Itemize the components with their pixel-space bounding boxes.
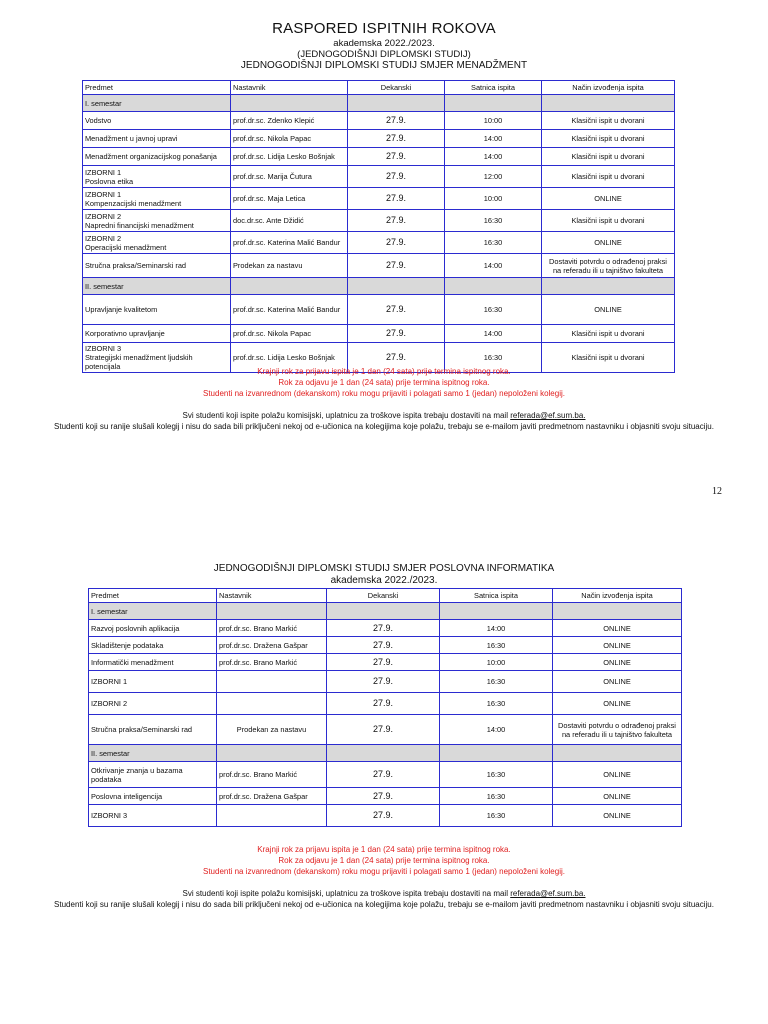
exam-time: 16:30 <box>440 788 553 805</box>
subject-elective-name: Kompenzacijski menadžment <box>85 198 182 208</box>
exam-time: 14:00 <box>440 715 553 745</box>
exam-mode: Klasični ispit u dvorani <box>542 166 675 188</box>
subject-cell <box>89 805 217 827</box>
exam-mode: ONLINE <box>553 693 682 715</box>
exam-mode: Klasični ispit u dvorani <box>542 343 675 373</box>
semester-label: I. semestar <box>83 95 231 112</box>
column-header-predmet: Predmet <box>89 589 217 603</box>
semester-label: II. semestar <box>83 278 231 295</box>
exam-time: 10:00 <box>445 188 542 210</box>
subject-name: Korporativno upravljanje <box>85 329 165 338</box>
subject-cell <box>89 788 217 805</box>
semester-empty-cell <box>542 95 675 112</box>
teacher-cell: prof.dr.sc. Lidija Lesko Bošnjak <box>231 343 348 373</box>
subject-name: IZBORNI 3 <box>91 811 128 820</box>
dean-term-date: 27.9. <box>327 671 440 693</box>
note-extraordinary-term: Studenti na izvanrednom (dekanskom) roku mogu prijaviti i polagati samo 1 (jedan) nepoloženi kolegij. <box>203 389 565 398</box>
table-row <box>83 295 675 325</box>
exam-mode: Klasični ispit u dvorani <box>542 148 675 166</box>
subject-cell <box>83 112 231 130</box>
table-row <box>83 232 675 254</box>
subject-cell <box>89 620 217 637</box>
column-header-dekanski: Dekanski <box>348 81 445 95</box>
exam-time: 14:00 <box>440 620 553 637</box>
teacher-cell <box>217 805 327 827</box>
exam-time: 16:30 <box>440 805 553 827</box>
semester-row <box>83 278 675 295</box>
subject-name: IZBORNI 1 <box>91 677 128 686</box>
notes-section-1 <box>0 366 768 432</box>
exam-mode: Klasični ispit u dvorani <box>542 210 675 232</box>
subject-name: Otkrivanje znanja u bazama podataka <box>91 765 183 784</box>
subject-name: Stručna praksa/Seminarski rad <box>91 725 193 734</box>
teacher-cell: prof.dr.sc. Dražena Gašpar <box>217 788 327 805</box>
dean-term-date: 27.9. <box>327 762 440 788</box>
exam-mode: Klasični ispit u dvorani <box>542 130 675 148</box>
exam-time: 14:00 <box>445 325 542 343</box>
semester-empty-cell <box>348 278 445 295</box>
section2-year: akademska 2022./2023. <box>330 575 438 586</box>
exam-time: 16:30 <box>440 637 553 654</box>
table-row <box>83 188 675 210</box>
dean-term-date: 27.9. <box>327 620 440 637</box>
exam-time: 16:30 <box>440 693 553 715</box>
teacher-cell: Prodekan za nastavu <box>231 254 348 278</box>
subject-elective-name: Poslovna etika <box>85 176 134 186</box>
table-row <box>89 620 682 637</box>
table-row <box>83 210 675 232</box>
exam-mode: Dostaviti potvrdu o odrađenoj praksi na referadu ili u tajništvo fakulteta <box>553 715 682 745</box>
exam-mode: ONLINE <box>542 188 675 210</box>
teacher-cell: prof.dr.sc. Brano Markić <box>217 620 327 637</box>
academic-year: akademska 2022./2023. <box>333 38 435 49</box>
dean-term-date: 27.9. <box>327 654 440 671</box>
dean-term-date: 27.9. <box>348 148 445 166</box>
note-commission-exam <box>0 888 768 899</box>
section1-heading: JEDNOGODIŠNJI DIPLOMSKI STUDIJ SMJER MENADŽMENT <box>240 60 528 71</box>
column-header-satnica: Satnica ispita <box>445 81 542 95</box>
subject-cell <box>89 671 217 693</box>
document-header <box>0 20 768 72</box>
dean-term-date: 27.9. <box>348 325 445 343</box>
dean-term-date: 27.9. <box>327 788 440 805</box>
semester-row <box>89 603 682 620</box>
exam-mode: ONLINE <box>553 671 682 693</box>
subject-name: IZBORNI 2 <box>91 699 128 708</box>
table-row <box>89 671 682 693</box>
table-row <box>89 693 682 715</box>
teacher-cell: prof.dr.sc. Zdenko Klepić <box>231 112 348 130</box>
semester-empty-cell <box>231 278 348 295</box>
exam-mode: ONLINE <box>553 637 682 654</box>
table-row <box>89 637 682 654</box>
exam-time: 16:30 <box>440 762 553 788</box>
notes-section-2 <box>0 844 768 910</box>
exam-time: 16:30 <box>440 671 553 693</box>
subject-name: Razvoj poslovnih aplikacija <box>91 623 180 633</box>
document-title: RASPORED ISPITNIH ROKOVA <box>272 20 496 37</box>
subject-name: Skladištenje podataka <box>91 640 164 650</box>
teacher-cell <box>217 671 327 693</box>
subject-cell <box>83 188 231 210</box>
teacher-cell: prof.dr.sc. Maja Letica <box>231 188 348 210</box>
semester-empty-cell <box>327 745 440 762</box>
subject-cell <box>83 148 231 166</box>
table-row <box>89 654 682 671</box>
dean-term-date: 27.9. <box>327 637 440 654</box>
note-deregistration-deadline: Rok za odjavu je 1 dan (24 sata) prije termina ispitnog roka. <box>278 378 490 387</box>
subject-name: Poslovna inteligencija <box>91 791 163 801</box>
semester-empty-cell <box>542 278 675 295</box>
exam-time: 16:30 <box>445 295 542 325</box>
exam-time: 16:30 <box>445 210 542 232</box>
schedule-table-informatika <box>88 588 682 827</box>
exam-mode: ONLINE <box>553 805 682 827</box>
teacher-cell <box>217 693 327 715</box>
semester-label: II. semestar <box>89 745 217 762</box>
column-header-satnica: Satnica ispita <box>440 589 553 603</box>
note-deregistration-deadline: Rok za odjavu je 1 dan (24 sata) prije termina ispitnog roka. <box>278 856 490 865</box>
dean-term-date: 27.9. <box>348 295 445 325</box>
exam-mode: Dostaviti potvrdu o odrađenoj praksi na referadu ili u tajništvo fakulteta <box>542 254 675 278</box>
subject-cell <box>83 295 231 325</box>
schedule-table-menadzment <box>82 80 675 373</box>
column-header-predmet: Predmet <box>83 81 231 95</box>
exam-time: 10:00 <box>445 112 542 130</box>
semester-empty-cell <box>327 603 440 620</box>
subject-name: Upravljanje kvalitetom <box>85 305 158 314</box>
teacher-cell: prof.dr.sc. Dražena Gašpar <box>217 637 327 654</box>
section2-header <box>0 563 768 587</box>
dean-term-date: 27.9. <box>348 166 445 188</box>
note-registration-deadline: Krajnji rok za prijavu ispita je 1 dan (24 sata) prije termina ispitnog roka. <box>257 845 511 854</box>
semester-empty-cell <box>231 95 348 112</box>
exam-mode: ONLINE <box>542 232 675 254</box>
exam-time: 14:00 <box>445 148 542 166</box>
exam-mode: Klasični ispit u dvorani <box>542 325 675 343</box>
dean-term-date: 27.9. <box>327 715 440 745</box>
subject-cell <box>89 637 217 654</box>
exam-time: 12:00 <box>445 166 542 188</box>
table-row <box>89 762 682 788</box>
semester-row <box>89 745 682 762</box>
semester-empty-cell <box>348 95 445 112</box>
note-commission-exam <box>0 410 768 421</box>
subject-name: IZBORNI 1 <box>85 167 122 177</box>
subject-name: Informatički menadžment <box>91 657 174 667</box>
table-row <box>83 130 675 148</box>
exam-mode: Klasični ispit u dvorani <box>542 112 675 130</box>
table-row <box>89 715 682 745</box>
note-commission-text: Svi studenti koji ispite polažu komisijski, uplatnicu za troškove ispita trebaju dostaviti na mail <box>182 411 508 420</box>
section2-heading: JEDNOGODIŠNJI DIPLOMSKI STUDIJ SMJER POSLOVNA INFORMATIKA <box>213 563 555 574</box>
teacher-cell: Prodekan za nastavu <box>217 715 327 745</box>
dean-term-date: 27.9. <box>348 130 445 148</box>
table-row <box>89 805 682 827</box>
table-header-row <box>83 81 675 95</box>
exam-mode: ONLINE <box>553 620 682 637</box>
subject-elective-name: Operacijski menadžment <box>85 242 167 252</box>
semester-empty-cell <box>445 278 542 295</box>
dean-term-date: 27.9. <box>348 210 445 232</box>
note-commission-text: Svi studenti koji ispite polažu komisijski, uplatnicu za troškove ispita trebaju dostaviti na mail <box>182 889 508 898</box>
table-row <box>89 788 682 805</box>
exam-time: 10:00 <box>440 654 553 671</box>
exam-time: 16:30 <box>445 232 542 254</box>
subject-cell <box>83 232 231 254</box>
dean-term-date: 27.9. <box>348 343 445 373</box>
exam-mode: ONLINE <box>542 295 675 325</box>
exam-mode: ONLINE <box>553 654 682 671</box>
exam-time: 14:00 <box>445 130 542 148</box>
page-number: 12 <box>712 486 722 497</box>
semester-empty-cell <box>553 745 682 762</box>
semester-empty-cell <box>553 603 682 620</box>
teacher-cell: prof.dr.sc. Nikola Papac <box>231 325 348 343</box>
subject-name: IZBORNI 3 <box>85 344 122 353</box>
subject-name: IZBORNI 1 <box>85 189 122 199</box>
note-e-classroom: Studenti koji su ranije slušali kolegij i nisu do sada bili priključeni nekoj od e-učionica na kolegijima koje polažu, trebaju se e-mailom javiti predmetnom nastavniku i objasniti svoju situaciju. <box>54 900 714 909</box>
teacher-cell: prof.dr.sc. Nikola Papac <box>231 130 348 148</box>
dean-term-date: 27.9. <box>348 112 445 130</box>
exam-mode: ONLINE <box>553 788 682 805</box>
subject-name: Vodstvo <box>85 116 112 125</box>
subject-cell <box>83 254 231 278</box>
teacher-cell: prof.dr.sc. Katerina Malić Bandur <box>231 295 348 325</box>
subject-name: Stručna praksa/Seminarski rad <box>85 261 187 270</box>
semester-empty-cell <box>440 745 553 762</box>
semester-label: I. semestar <box>89 603 217 620</box>
subject-name: IZBORNI 2 <box>85 233 122 243</box>
subject-elective-name: Strategijski menadžment ljudskih potencijala <box>85 353 193 371</box>
subject-name: IZBORNI 2 <box>85 211 122 221</box>
subject-name: Menadžment organizacijskog ponašanja <box>85 152 217 161</box>
teacher-cell: prof.dr.sc. Brano Markić <box>217 654 327 671</box>
dean-term-date: 27.9. <box>327 805 440 827</box>
table-row <box>83 148 675 166</box>
teacher-cell: prof.dr.sc. Lidija Lesko Bošnjak <box>231 148 348 166</box>
semester-row <box>83 95 675 112</box>
table-row <box>83 112 675 130</box>
semester-empty-cell <box>217 603 327 620</box>
subject-elective-name: Napredni financijski menadžment <box>85 220 194 230</box>
subject-cell <box>83 325 231 343</box>
dean-term-date: 27.9. <box>327 693 440 715</box>
teacher-cell: prof.dr.sc. Marija Čutura <box>231 166 348 188</box>
column-header-nacin: Način izvođenja ispita <box>553 589 682 603</box>
semester-empty-cell <box>445 95 542 112</box>
study-subtitle: (JEDNOGODIŠNJI DIPLOMSKI STUDIJ) <box>297 49 471 60</box>
teacher-cell: prof.dr.sc. Brano Markić <box>217 762 327 788</box>
exam-mode: ONLINE <box>553 762 682 788</box>
subject-cell <box>83 130 231 148</box>
teacher-cell: doc.dr.sc. Ante Džidić <box>231 210 348 232</box>
subject-name: Menadžment u javnoj upravi <box>85 134 178 143</box>
dean-term-date: 27.9. <box>348 188 445 210</box>
semester-empty-cell <box>217 745 327 762</box>
column-header-nastavnik: Nastavnik <box>217 589 327 603</box>
exam-time: 14:00 <box>445 254 542 278</box>
table-row <box>83 166 675 188</box>
exam-time: 16:30 <box>445 343 542 373</box>
table-row <box>83 254 675 278</box>
referada-email-link[interactable]: referada@ef.sum.ba. <box>510 889 586 898</box>
subject-cell <box>89 715 217 745</box>
referada-email-link[interactable]: referada@ef.sum.ba. <box>510 411 586 420</box>
subject-cell <box>89 693 217 715</box>
dean-term-date: 27.9. <box>348 232 445 254</box>
column-header-dekanski: Dekanski <box>327 589 440 603</box>
table-header-row <box>89 589 682 603</box>
table-row <box>83 325 675 343</box>
column-header-nastavnik: Nastavnik <box>231 81 348 95</box>
subject-cell <box>89 762 217 788</box>
semester-empty-cell <box>440 603 553 620</box>
note-registration-deadline: Krajnji rok za prijavu ispita je 1 dan (24 sata) prije termina ispitnog roka. <box>257 367 511 376</box>
column-header-nacin: Način izvođenja ispita <box>542 81 675 95</box>
dean-term-date: 27.9. <box>348 254 445 278</box>
note-e-classroom: Studenti koji su ranije slušali kolegij i nisu do sada bili priključeni nekoj od e-učionica na kolegijima koje polažu, trebaju se e-mailom javiti predmetnom nastavniku i objasniti svoju situaciju. <box>54 422 714 431</box>
subject-cell <box>89 654 217 671</box>
subject-cell <box>83 210 231 232</box>
note-extraordinary-term: Studenti na izvanrednom (dekanskom) roku mogu prijaviti i polagati samo 1 (jedan) nepoloženi kolegij. <box>203 867 565 876</box>
subject-cell <box>83 166 231 188</box>
teacher-cell: prof.dr.sc. Katerina Malić Bandur <box>231 232 348 254</box>
